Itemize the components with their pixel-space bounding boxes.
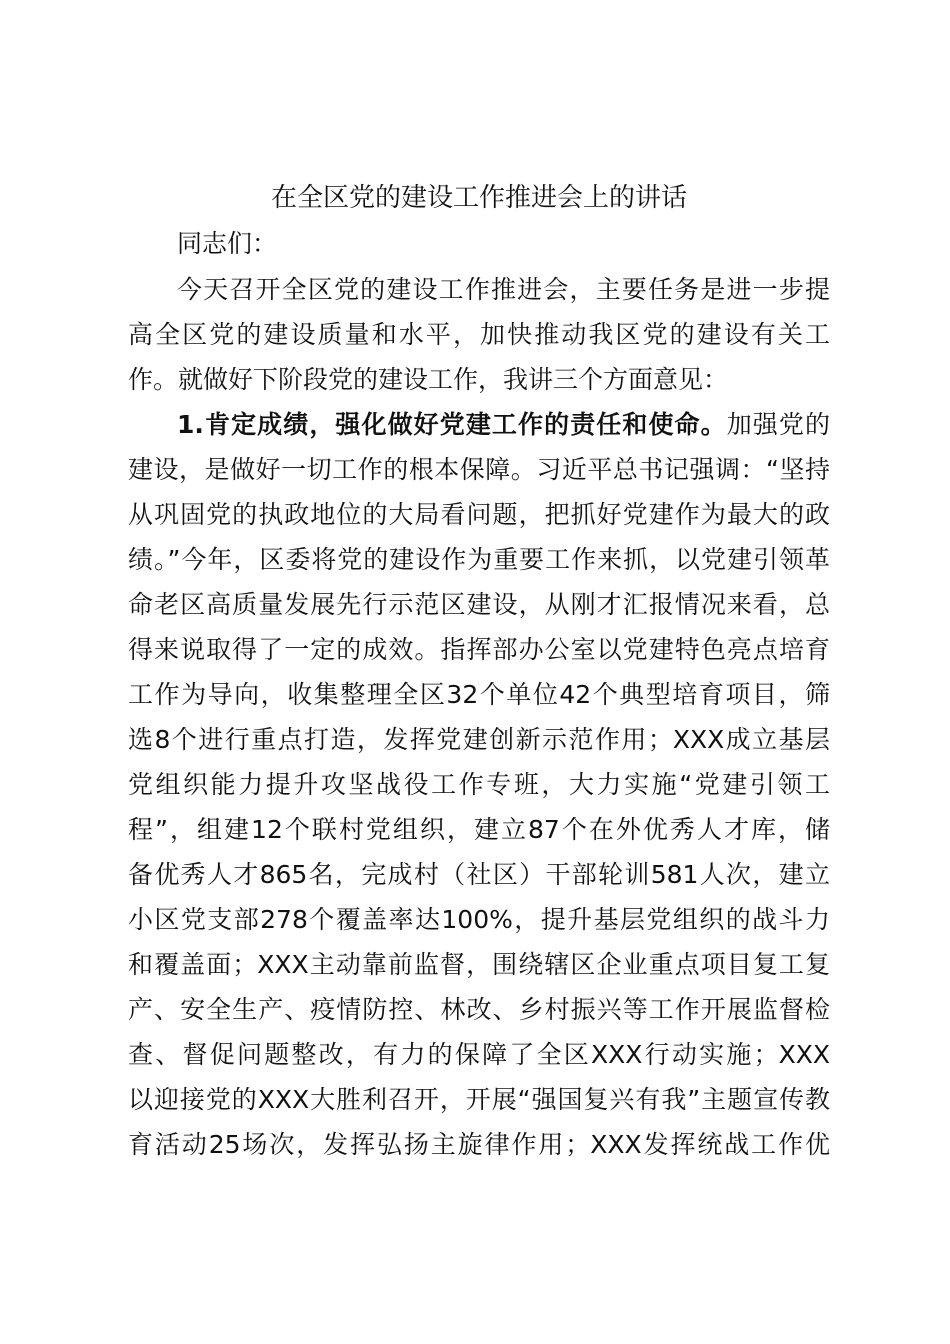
paragraph-line: 绩。”今年，区委将党的建设作为重要工作来抓，以党建引领革 bbox=[128, 545, 830, 574]
paragraph-line: 产、安全生产、疫情防控、林改、乡村振兴等工作开展监督检 bbox=[128, 995, 830, 1024]
paragraph-line: 建设，是做好一切工作的根本保障。习近平总书记强调：“坚持 bbox=[128, 455, 830, 484]
paragraph-line: 高全区党的建设质量和水平，加快推动我区党的建设有关工 bbox=[128, 320, 830, 349]
section-heading-line bbox=[177, 403, 830, 447]
paragraph-line: 查、督促问题整改，有力的保障了全区XXX行动实施；XXX bbox=[128, 1040, 830, 1069]
paragraph-line: 工作为导向，收集整理全区32个单位42个典型培育项目，筛 bbox=[128, 680, 830, 709]
section-heading: 1.肯定成绩，强化做好党建工作的责任和使命。 bbox=[177, 410, 727, 439]
paragraph-line: 备优秀人才865名，完成村（社区）干部轮训581人次，建立 bbox=[128, 860, 830, 889]
paragraph-line: 小区党支部278个覆盖率达100%，提升基层党组织的战斗力 bbox=[128, 905, 830, 934]
paragraph-line: 以迎接党的XXX大胜利召开，开展“强国复兴有我”主题宣传教 bbox=[128, 1085, 830, 1114]
paragraph-line: 育活动25场次，发挥弘扬主旋律作用；XXX发挥统战工作优 bbox=[128, 1130, 830, 1159]
paragraph-line: 今天召开全区党的建设工作推进会，主要任务是进一步提 bbox=[177, 275, 830, 304]
paragraph-line: 命老区高质量发展先行示范区建设，从刚才汇报情况来看，总 bbox=[128, 590, 830, 619]
paragraph-line: 从巩固党的执政地位的大局看问题，把抓好党建作为最大的政 bbox=[128, 500, 830, 529]
salutation: 同志们： bbox=[177, 229, 278, 258]
paragraph-line: 得来说取得了一定的成效。指挥部办公室以党建特色亮点培育 bbox=[128, 635, 830, 664]
paragraph-line: 作。就做好下阶段党的建设工作，我讲三个方面意见： bbox=[128, 365, 729, 394]
document-title: 在全区党的建设工作推进会上的讲话 bbox=[270, 183, 687, 213]
paragraph-line: 程”，组建12个联村党组织，建立87个在外优秀人才库，储 bbox=[128, 815, 830, 844]
paragraph-line: 党组织能力提升攻坚战役工作专班，大力实施“党建引领工 bbox=[128, 770, 830, 799]
paragraph-line: 选8个进行重点打造，发挥党建创新示范作用；XXX成立基层 bbox=[128, 725, 830, 754]
paragraph-text: 加强党的 bbox=[726, 410, 830, 439]
paragraph-line: 和覆盖面；XXX主动靠前监督，围绕辖区企业重点项目复工复 bbox=[128, 950, 830, 979]
